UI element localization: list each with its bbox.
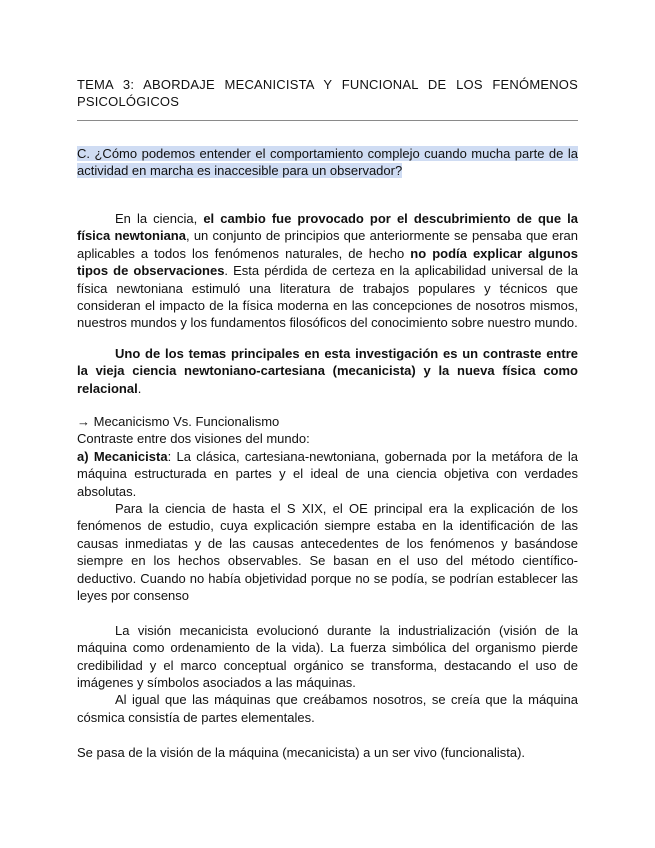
section-mecanicismo — [77, 413, 578, 761]
paragraph-7: Se pasa de la visión de la máquina (mecanicista) a un ser vivo (funcionalista). — [77, 744, 526, 760]
page-title: TEMA 3: ABORDAJE MECANICISTA Y FUNCIONAL DE LOS FENÓMENOS PSICOLÓGICOS — [77, 77, 578, 109]
highlighted-question — [77, 145, 578, 179]
section-heading: → Mecanicismo Vs. Funcionalismo — [77, 414, 280, 429]
spacer — [77, 726, 578, 743]
p1-text-3: . Esta pérdida de certeza en la aplicabilidad universal de la física newtoniana estimuló una literatura de trabajos populares y técnicos que consideran el impacto de la física moderna en las concepciones de nosotros mismos, nuestros mundos y los fundamentos filosóficos del conocimiento sobre nuestro mundo. — [77, 263, 578, 331]
p1-text-1: En la ciencia, — [115, 211, 204, 226]
p2-bold: Uno de los temas principales en esta investigación es un contraste entre la vieja ciencia newtoniano-cartesiana (mecanicista) y la nueva física como relacional — [77, 346, 578, 396]
section-subheading: Contraste entre dos visiones del mundo: — [77, 431, 310, 447]
p1-text-2: , un conjunto de principios que anteriormente se pensaba que eran aplicables a todos los fenómenos naturales, de hecho — [77, 228, 578, 261]
spacer — [77, 604, 578, 621]
p2-text: . — [137, 380, 142, 396]
paragraph-5: La visión mecanicista evolucionó durante la industrialización (visión de la máquina como ordenamiento de la vida). La fuerza simbólica del organismo pierde credibilidad y el marco conceptual orgánico se transforma, destacando el uso de imágenes y símbolos asociados a las máquinas. — [77, 622, 578, 691]
p1-bold-2: no podía explicar algunos tipos de observaciones — [77, 245, 578, 279]
question-text: C. ¿Cómo podemos entender el comportamiento complejo cuando mucha parte de la actividad en marcha es inaccesible para un observador? — [77, 146, 578, 178]
paragraph-mecanicista — [77, 448, 578, 500]
paragraph-4: Para la ciencia de hasta el S XIX, el OE principal era la explicación de los fenómenos de estudio, cuya explicación siempre estaba en la identificación de las causas inmediatas y de las causas antecedentes de los fenómenos y basándose siempre en los hechos observables. Se basan en el uso del método científico-deductivo. Cuando no había objetividad porque no se podía, se podrían establecer las leyes por consenso — [77, 501, 578, 604]
paragraph-6: Al igual que las máquinas que creábamos nosotros, se creía que la máquina cósmica consistía de partes elementales. — [77, 692, 578, 725]
p1-bold-1: el cambio fue provocado por el descubrimiento de que la física newtoniana — [77, 211, 578, 244]
title-divider — [77, 120, 578, 121]
paragraph-2 — [77, 345, 578, 397]
paragraph-1 — [77, 210, 578, 332]
p3-text: : La clásica, cartesiana-newtoniana, gobernada por la metáfora de la máquina estructurada en partes y el ideal de una ciencia objetiva con verdades absolutas. — [77, 448, 578, 499]
p3-bold: a) Mecanicista — [77, 448, 168, 464]
